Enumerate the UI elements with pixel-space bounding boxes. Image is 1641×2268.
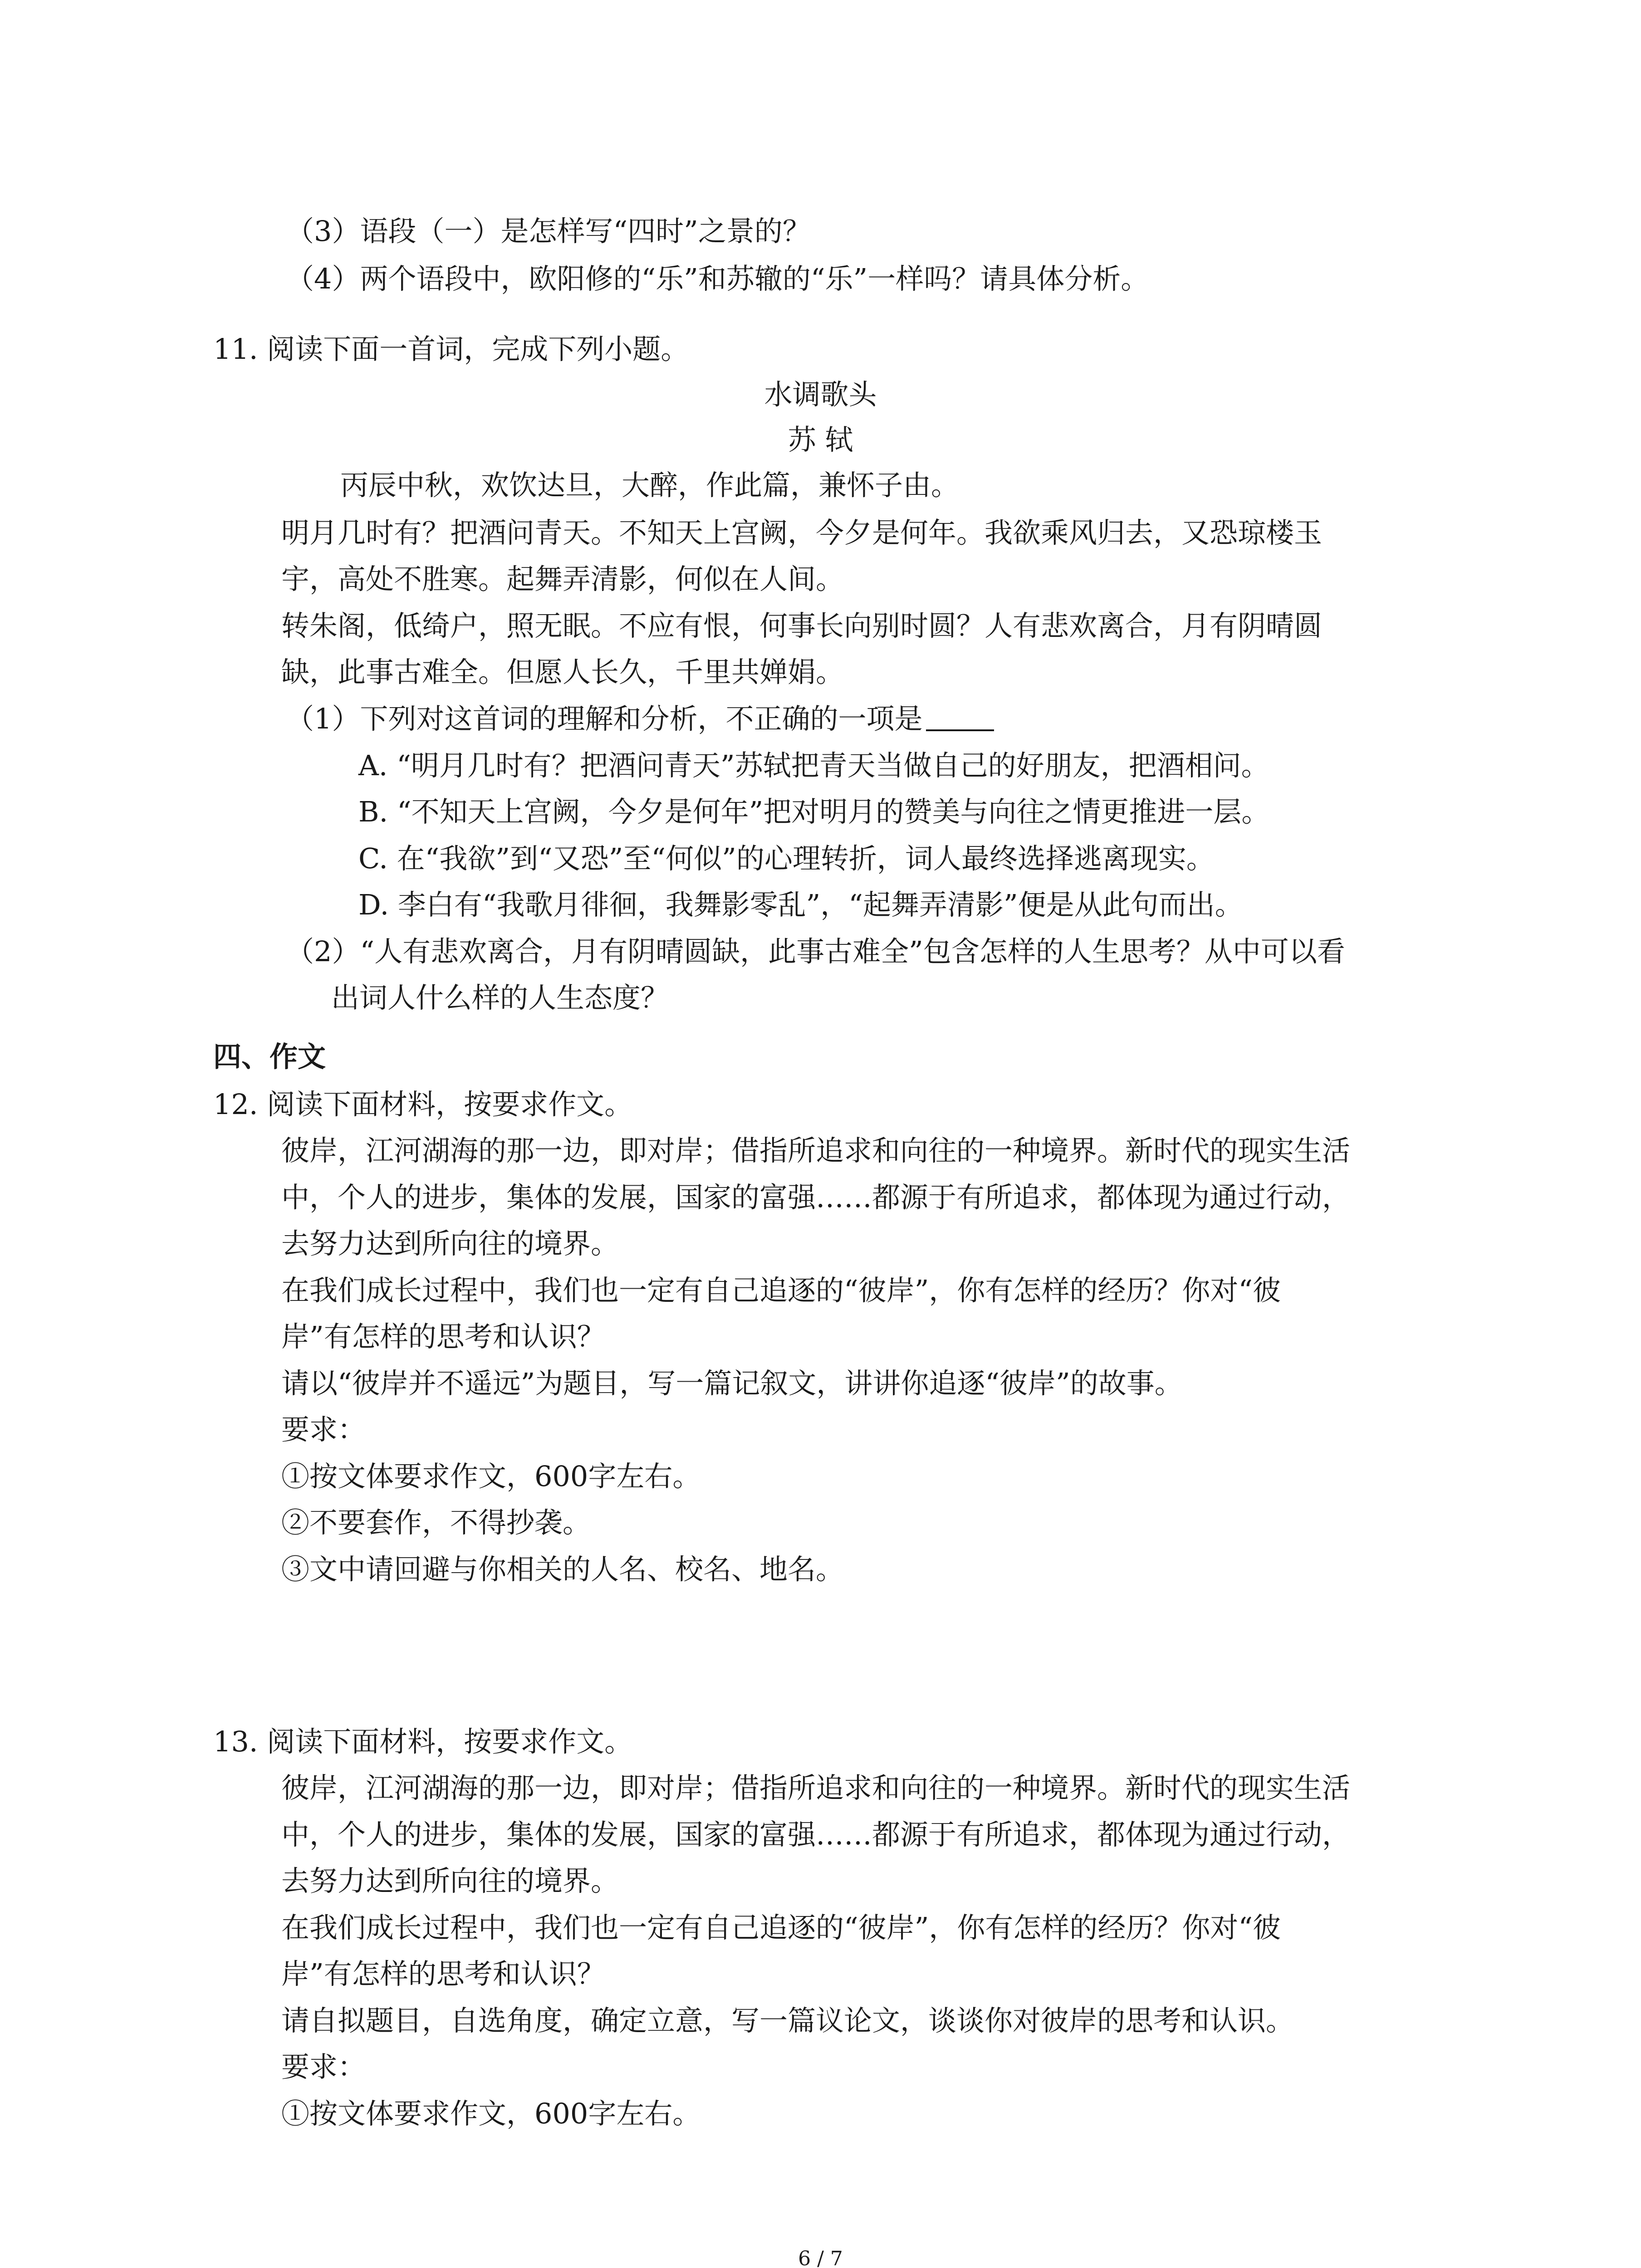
q13-line: 岸”有怎样的思考和认识？ — [281, 1957, 605, 1990]
q12-line: ②不要套作，不得抄袭。 — [281, 1506, 591, 1539]
answer-blank — [926, 702, 994, 731]
q13-line: ①按文体要求作文，600字左右。 — [281, 2097, 701, 2130]
option-a: A. “明月几时有？把酒问青天”苏轼把青天当做自己的好朋友，把酒相问。 — [358, 749, 1269, 782]
q13-line: 请自拟题目，自选角度，确定立意，写一篇议论文，谈谈你对彼岸的思考和认识。 — [281, 2004, 1294, 2037]
poem-line: 宇，高处不胜寒。起舞弄清影，何似在人间。 — [281, 562, 844, 596]
option-d: D. 李白有“我歌月徘徊，我舞影零乱”，“起舞弄清影”便是从此句而出。 — [358, 888, 1243, 921]
q12-line: 去努力达到所向往的境界。 — [281, 1227, 619, 1260]
poem-author: 苏 轼 — [788, 423, 853, 456]
q12-line: 请以“彼岸并不遥远”为题目，写一篇记叙文，讲讲你追逐“彼岸”的故事。 — [281, 1367, 1183, 1400]
q12-line: 彼岸，江河湖海的那一边，即对岸；借指所追求和向往的一种境界。新时代的现实生活 — [281, 1134, 1351, 1167]
q13-line: 彼岸，江河湖海的那一边，即对岸；借指所追求和向往的一种境界。新时代的现实生活 — [281, 1771, 1351, 1804]
poem-preface: 丙辰中秋，欢饮达旦，大醉，作此篇，兼怀子由。 — [340, 469, 960, 502]
option-c: C. 在“我欲”到“又恐”至“何似”的心理转折，词人最终选择逃离现实。 — [358, 842, 1215, 875]
poem-title: 水调歌头 — [764, 378, 877, 411]
q11-sub1 — [286, 701, 994, 737]
q11-sub2: （2）“人有悲欢离合，月有阴晴圆缺，此事古难全”包含怎样的人生思考？从中可以看 — [286, 935, 1345, 968]
poem-line: 明月几时有？把酒问青天。不知天上宫阙，今夕是何年。我欲乘风归去，又恐琼楼玉 — [281, 516, 1323, 549]
q13-stem: 13. 阅读下面材料，按要求作文。 — [213, 1725, 633, 1758]
q13-line: 要求： — [281, 2050, 366, 2083]
page-number: 6 / 7 — [798, 2247, 843, 2268]
q11-stem: 11. 阅读下面一首词，完成下列小题。 — [213, 332, 689, 366]
q11-sub2-cont: 出词人什么样的人生态度？ — [331, 981, 669, 1014]
poem-line: 缺，此事古难全。但愿人长久，千里共婵娟。 — [281, 655, 844, 689]
q12-line: ①按文体要求作文，600字左右。 — [281, 1460, 701, 1493]
option-b: B. “不知天上宫阙，今夕是何年”把对明月的赞美与向往之情更推进一层。 — [358, 795, 1270, 828]
section-heading: 四、作文 — [213, 1040, 326, 1073]
q12-line: 中，个人的进步，集体的发展，国家的富强……都源于有所追求，都体现为通过行动， — [281, 1181, 1351, 1214]
q12-line: ③文中请回避与你相关的人名、校名、地名。 — [281, 1553, 844, 1586]
q12-line: 要求： — [281, 1413, 366, 1446]
q10-sub3: （3）语段（一）是怎样写“四时”之景的？ — [286, 215, 811, 248]
q12-line: 在我们成长过程中，我们也一定有自己追逐的“彼岸”，你有怎样的经历？你对“彼 — [281, 1274, 1281, 1307]
q11-sub1-text: （1）下列对这首词的理解和分析，不正确的一项是 — [286, 702, 923, 735]
q12-stem: 12. 阅读下面材料，按要求作文。 — [213, 1088, 633, 1121]
q10-sub4: （4）两个语段中，欧阳修的“乐”和苏辙的“乐”一样吗？请具体分析。 — [286, 262, 1149, 295]
q13-line: 去努力达到所向往的境界。 — [281, 1864, 619, 1897]
q13-line: 中，个人的进步，集体的发展，国家的富强……都源于有所追求，都体现为通过行动， — [281, 1818, 1351, 1851]
poem-line: 转朱阁，低绮户，照无眠。不应有恨，何事长向别时圆？人有悲欢离合，月有阴晴圆 — [281, 609, 1323, 642]
q12-line: 岸”有怎样的思考和认识？ — [281, 1320, 605, 1353]
q13-line: 在我们成长过程中，我们也一定有自己追逐的“彼岸”，你有怎样的经历？你对“彼 — [281, 1911, 1281, 1944]
